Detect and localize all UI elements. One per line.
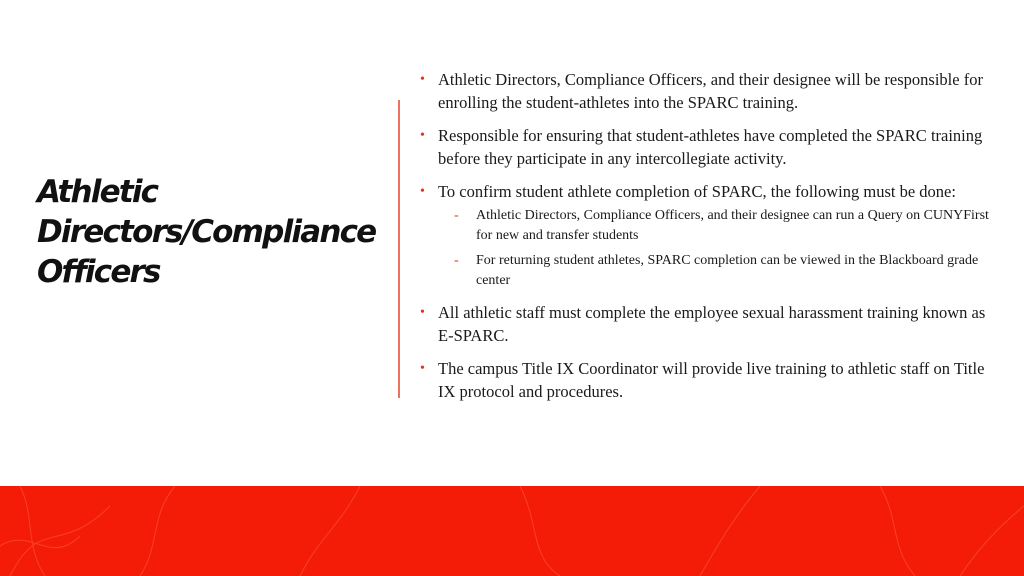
sub-bullet-item [438,206,990,246]
bullet-item [420,357,990,403]
vertical-divider [398,100,400,398]
slide-title: Athletic Directors/Compliance Officers [37,174,376,290]
texture-line [300,486,360,576]
bullet-text: Athletic Directors, Compliance Officers, and their designee will be responsible for enrolling the student-athletes into the SPARC training. [438,70,983,112]
bullet-text: All athletic staff must complete the employee sexual harassment training known as E-SPARC. [438,303,986,345]
sub-bullet-list [438,206,990,291]
bullet-icon: • [420,128,425,143]
bullet-item [420,180,990,291]
dash-icon: - [454,253,459,268]
bullet-icon: • [420,72,425,87]
texture-line [520,486,560,576]
bullet-text: The campus Title IX Coordinator will provide live training to athletic staff on Title IX protocol and procedures. [438,359,985,401]
texture-line [140,486,175,576]
bullet-icon: • [420,184,425,199]
sub-bullet-text: Athletic Directors, Compliance Officers, and their designee can run a Query on CUNYFirst for new and transfer students [476,208,989,243]
texture-line [20,486,45,576]
sub-bullet-item [438,251,990,291]
bullet-list [420,68,990,413]
sub-bullet-text: For returning student athletes, SPARC completion can be viewed in the Blackboard grade center [476,253,979,288]
bullet-item [420,124,990,170]
texture-line [960,506,1024,576]
bullet-item [420,301,990,347]
footer-band [0,486,1024,576]
bullet-item [420,68,990,114]
bullet-text: To confirm student athlete completion of SPARC, the following must be done: [438,182,956,201]
bullet-icon: • [420,361,425,376]
footer-texture [0,486,1024,576]
texture-line [700,486,760,576]
dash-icon: - [454,208,459,223]
texture-line [880,486,915,576]
bullet-icon: • [420,305,425,320]
bullet-text: Responsible for ensuring that student-athletes have completed the SPARC training before they participate in any intercollegiate activity. [438,126,983,168]
